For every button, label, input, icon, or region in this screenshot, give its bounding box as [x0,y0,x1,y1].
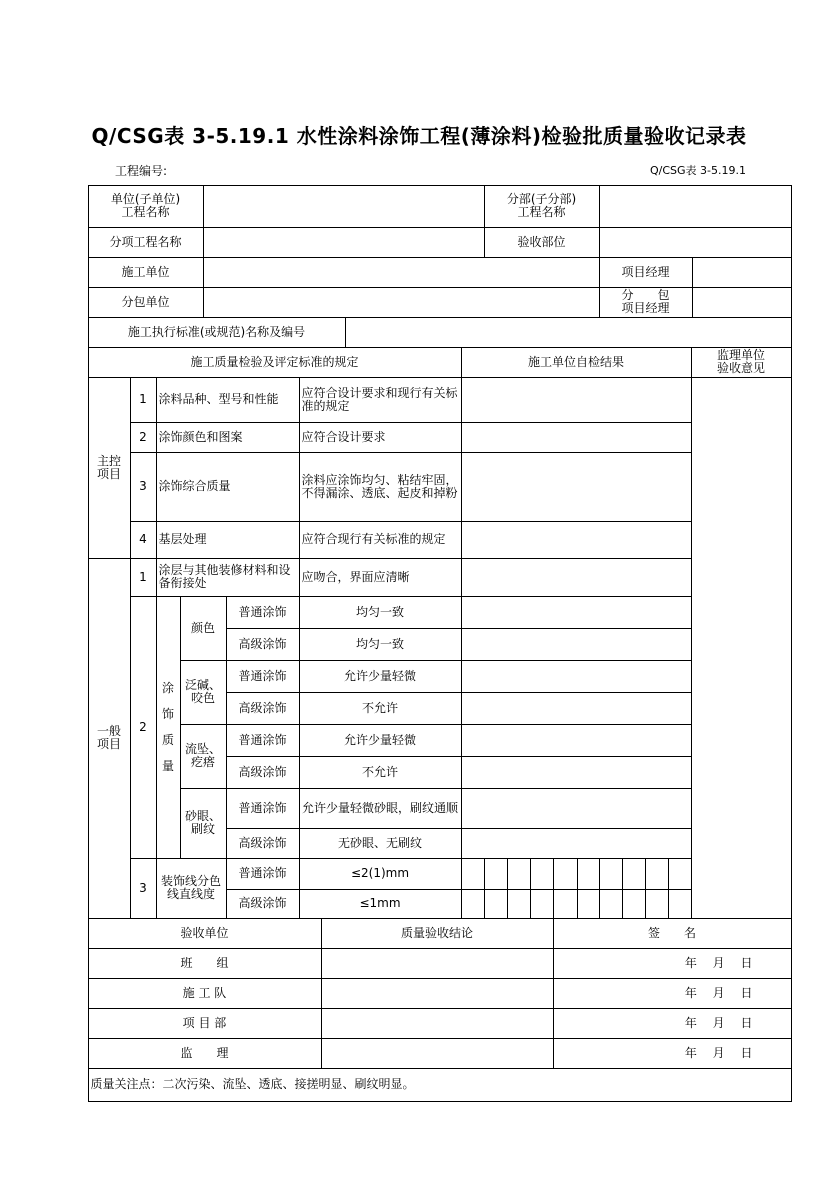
signature-date-field[interactable]: 年 月 日 [553,948,792,979]
measurement-cell[interactable] [599,889,623,919]
quality-note: 质量关注点：二次污染、流坠、透底、接搓明显、刷纹明显。 [88,1068,792,1102]
measurement-cell[interactable] [622,889,646,919]
conclusion-header: 质量验收结论 [321,918,554,949]
item-standard: 应符合设计要求和现行有关标准的规定 [299,377,462,423]
sub-item-name: 泛碱、 咬色 [180,660,227,725]
item-standard: 允许少量轻微砂眼，刷纹通顺 [299,788,462,829]
item-standard: 应吻合，界面应清晰 [299,558,462,597]
conclusion-field[interactable] [321,948,554,979]
contractor-label: 施工单位 [88,257,204,288]
project-manager-field[interactable] [692,257,792,288]
acceptance-part-label: 验收部位 [484,227,600,258]
item-name: 装饰线分色线直线度 [156,858,227,919]
item-standard: ≤1mm [299,889,462,919]
measurement-cell[interactable] [461,858,485,890]
acceptance-unit: 施 工 队 [88,978,322,1009]
general-items-label: 一般 项目 [88,558,131,919]
measurement-cell[interactable] [622,858,646,890]
subitem-name-field[interactable] [203,227,485,258]
item-standard: 允许少量轻微 [299,660,462,693]
item-number: 1 [130,558,157,597]
measurement-cell[interactable] [530,889,554,919]
supervision-opinion-field[interactable] [691,377,792,919]
acceptance-part-field[interactable] [599,227,792,258]
item-standard: 无砂眼、无刷纹 [299,828,462,859]
self-check-result-field[interactable] [461,724,692,757]
measurement-cell[interactable] [577,858,600,890]
unit-name-field[interactable] [203,185,485,228]
self-check-result-field[interactable] [461,756,692,789]
subcontractor-field[interactable] [203,287,600,318]
acceptance-unit: 项 目 部 [88,1008,322,1039]
finish-level: 普通涂饰 [226,858,300,890]
conclusion-field[interactable] [321,1038,554,1069]
measurement-cell[interactable] [645,889,669,919]
supervision-column-header: 监理单位 验收意见 [691,347,792,378]
sub-item-name: 砂眼、 刷纹 [180,788,227,859]
item-number: 2 [130,596,157,859]
finish-level: 高级涂饰 [226,692,300,725]
measurement-cell[interactable] [553,858,578,890]
measurement-cell[interactable] [599,858,623,890]
item-standard: 均匀一致 [299,628,462,661]
self-check-result-field[interactable] [461,558,692,597]
item-standard: 不允许 [299,692,462,725]
form-code: Q/CSG表 3-5.19.1 [650,164,747,177]
item-standard: 允许少量轻微 [299,724,462,757]
item-number: 1 [130,377,157,423]
self-check-result-field[interactable] [461,452,692,522]
self-check-result-field[interactable] [461,660,692,693]
item-name: 涂料品种、型号和性能 [156,377,300,423]
contractor-field[interactable] [203,257,600,288]
spec-column-header: 施工质量检验及评定标准的规定 [88,347,462,378]
standard-label: 施工执行标准(或规范)名称及编号 [88,317,346,348]
item-standard: 涂料应涂饰均匀、粘结牢固，不得漏涂、透底、起皮和掉粉 [299,452,462,522]
item-number: 4 [130,521,157,559]
signature-header: 签 名 [553,918,792,949]
item-standard: 不允许 [299,756,462,789]
conclusion-field[interactable] [321,978,554,1009]
sub-item-name: 流坠、 疙瘩 [180,724,227,789]
item-number: 3 [130,452,157,522]
signature-date-field[interactable]: 年 月 日 [553,1038,792,1069]
main-control-label: 主控 项目 [88,377,131,559]
acceptance-unit: 监 理 [88,1038,322,1069]
subdivision-name-field[interactable] [599,185,792,228]
finish-level: 普通涂饰 [226,596,300,629]
measurement-cell[interactable] [577,889,600,919]
measurement-cell[interactable] [461,889,485,919]
project-number-label: 工程编号: [115,164,168,178]
finish-level: 高级涂饰 [226,889,300,919]
measurement-cell[interactable] [484,858,508,890]
finish-level: 高级涂饰 [226,828,300,859]
item-name: 涂层与其他装修材料和设备衔接处 [156,558,300,597]
self-check-result-field[interactable] [461,828,692,859]
unit-name-label: 单位(子单位) 工程名称 [88,185,204,228]
item-name: 涂饰综合质量 [156,452,300,522]
self-check-column-header: 施工单位自检结果 [461,347,692,378]
subcontractor-label: 分包单位 [88,287,204,318]
item-name: 涂饰颜色和图案 [156,422,300,453]
signature-date-field[interactable]: 年 月 日 [553,978,792,1009]
finish-level: 普通涂饰 [226,788,300,829]
measurement-cell[interactable] [484,889,508,919]
sub-project-manager-field[interactable] [692,287,792,318]
subdivision-name-label: 分部(子分部) 工程名称 [484,185,600,228]
measurement-cell[interactable] [668,858,692,890]
item-standard: 均匀一致 [299,596,462,629]
item-standard: ≤2(1)mm [299,858,462,890]
acceptance-unit-header: 验收单位 [88,918,322,949]
self-check-result-field[interactable] [461,521,692,559]
acceptance-unit: 班 组 [88,948,322,979]
page-title: Q/CSG表 3-5.19.1 水性涂料涂饰工程(薄涂料)检验批质量验收记录表 [91,124,747,148]
self-check-result-field[interactable] [461,422,692,453]
measurement-cell[interactable] [645,858,669,890]
item-number: 3 [130,858,157,919]
item-standard: 应符合现行有关标准的规定 [299,521,462,559]
project-manager-label: 项目经理 [599,257,693,288]
finish-level: 普通涂饰 [226,724,300,757]
measurement-cell[interactable] [530,858,554,890]
item-standard: 应符合设计要求 [299,422,462,453]
item-name: 涂 饰 质 量 [156,596,181,859]
sub-project-manager-label: 分 包 项目经理 [599,287,693,318]
standard-field[interactable] [345,317,792,348]
self-check-result-field[interactable] [461,596,692,629]
measurement-cell[interactable] [553,889,578,919]
self-check-result-field[interactable] [461,377,692,423]
item-name: 基层处理 [156,521,300,559]
measurement-cell[interactable] [507,858,531,890]
finish-level: 高级涂饰 [226,628,300,661]
subitem-name-label: 分项工程名称 [88,227,204,258]
measurement-cell[interactable] [507,889,531,919]
finish-level: 高级涂饰 [226,756,300,789]
conclusion-field[interactable] [321,1008,554,1039]
finish-level: 普通涂饰 [226,660,300,693]
self-check-result-field[interactable] [461,788,692,829]
measurement-cell[interactable] [668,889,692,919]
signature-date-field[interactable]: 年 月 日 [553,1008,792,1039]
sub-item-name: 颜色 [180,596,227,661]
self-check-result-field[interactable] [461,628,692,661]
item-number: 2 [130,422,157,453]
self-check-result-field[interactable] [461,692,692,725]
